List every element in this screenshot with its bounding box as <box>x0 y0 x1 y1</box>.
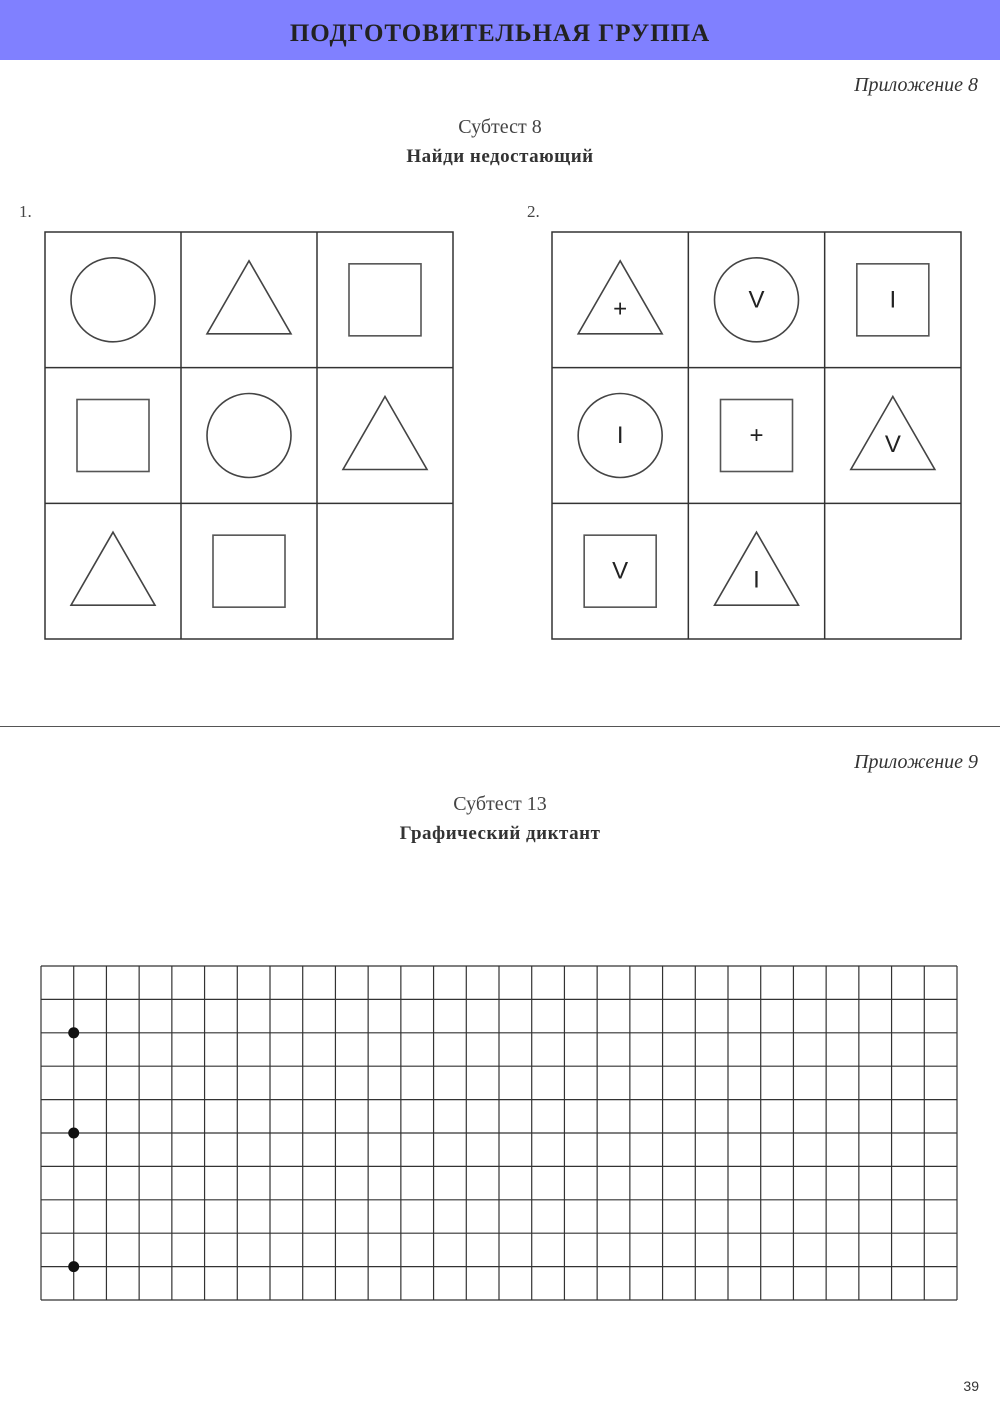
cell-symbol: I <box>889 286 897 314</box>
circle-shape <box>207 394 291 478</box>
cell-symbol: + <box>749 422 764 449</box>
square-shape <box>213 535 285 607</box>
task-2-cell-2-circle <box>715 258 799 342</box>
task-1-cell-8-square <box>213 535 285 607</box>
start-dot <box>68 1027 79 1038</box>
task-2-cell-8-triangle <box>715 532 799 605</box>
task-2-number: 2. <box>527 202 540 221</box>
cell-symbol: I <box>616 422 624 449</box>
triangle-shape <box>207 261 291 334</box>
task-1-cell-1-circle <box>71 258 155 342</box>
cell-symbol: I <box>753 566 760 594</box>
task-1-cell-4-square <box>77 400 149 472</box>
subtest-8-title: Субтест 8 <box>458 116 542 138</box>
task-2-cell-6-triangle <box>851 397 935 470</box>
task-2-cell-3-square <box>857 264 929 336</box>
start-dot <box>68 1128 79 1139</box>
square-shape <box>77 400 149 472</box>
task-2-cell-7-square <box>584 535 656 607</box>
square-shape <box>349 264 421 336</box>
task-2-cell-1-triangle <box>578 261 662 334</box>
triangle-shape <box>343 397 427 470</box>
page-number: 39 <box>963 1378 979 1394</box>
task-1-cell-2-triangle <box>207 261 291 334</box>
subtest-13-name: Графический диктант <box>399 823 601 844</box>
task-1-cell-5-circle <box>207 394 291 478</box>
cell-symbol: V <box>612 557 629 585</box>
task-1-cell-3-square <box>349 264 421 336</box>
section-divider <box>0 726 1000 727</box>
task-2-cell-4-circle <box>578 394 662 478</box>
cell-symbol: + <box>613 295 628 323</box>
triangle-shape <box>71 532 155 605</box>
task-1-shape-grid <box>44 231 454 640</box>
task-1-cell-7-triangle <box>71 532 155 605</box>
graphic-dictation-grid <box>40 965 958 1301</box>
appendix-8-label: Приложение 8 <box>854 74 978 96</box>
header-banner <box>0 0 1000 60</box>
page-header-title: ПОДГОТОВИТЕЛЬНАЯ ГРУППА <box>289 20 711 47</box>
subtest-13-title: Субтест 13 <box>453 793 547 815</box>
subtest-8-name: Найди недостающий <box>406 146 594 167</box>
task-2-cell-5-square <box>721 400 793 472</box>
task-1-cell-6-triangle <box>343 397 427 470</box>
cell-symbol: V <box>884 431 901 458</box>
start-dot <box>68 1261 79 1272</box>
task-1-number: 1. <box>19 202 32 221</box>
cell-symbol: V <box>748 286 765 314</box>
appendix-9-label: Приложение 9 <box>854 751 978 773</box>
circle-shape <box>71 258 155 342</box>
task-2-shape-grid <box>551 231 962 640</box>
